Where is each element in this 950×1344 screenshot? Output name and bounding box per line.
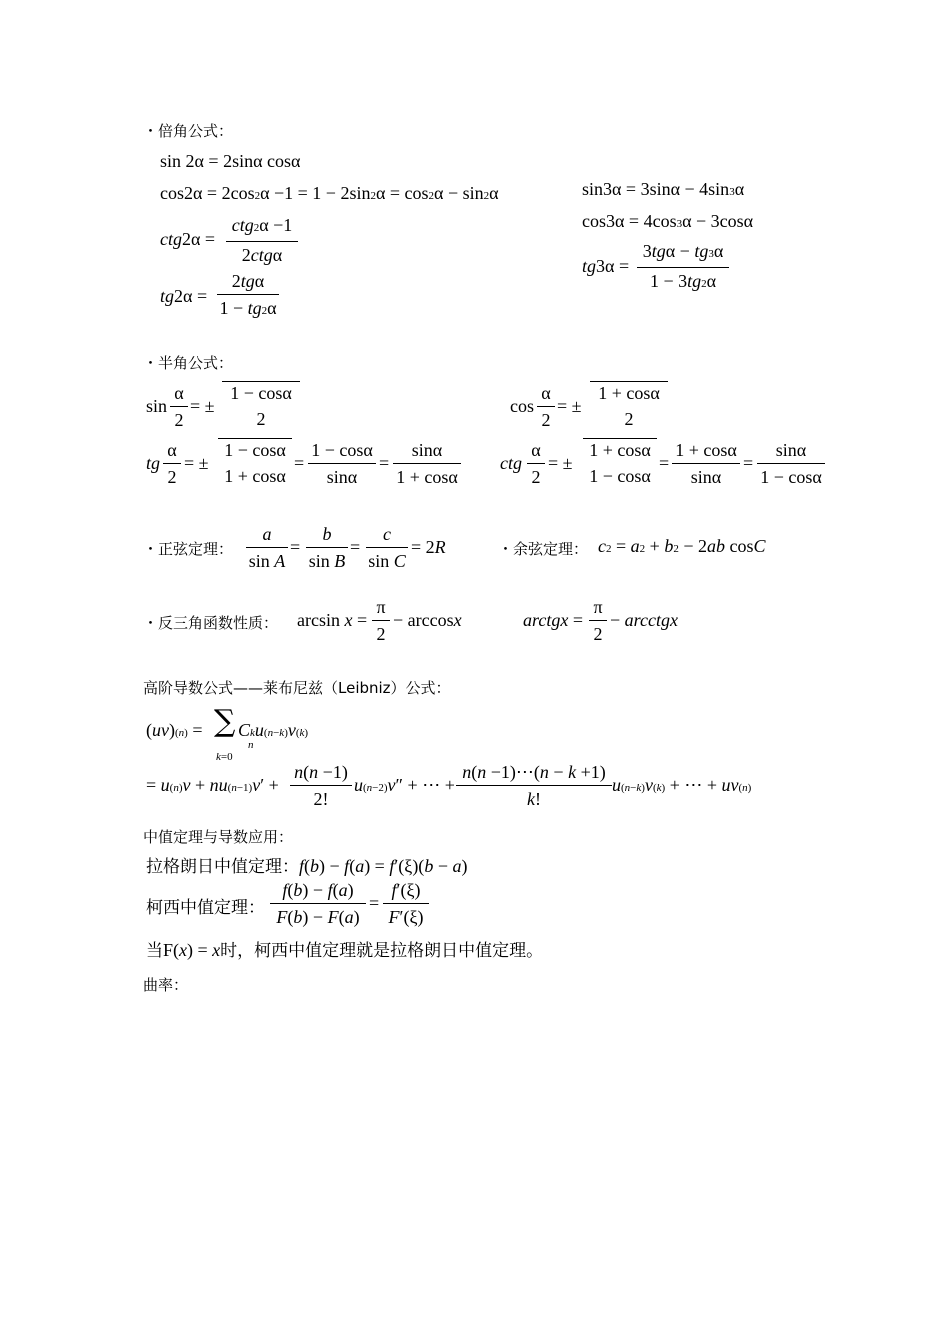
formula-tg-half-radicand: 1 − cosα 1 + cosα xyxy=(224,440,286,486)
formula-leibniz-frac1: n(n −1) 2! xyxy=(290,761,352,810)
formula-tg3a-lhs: tg3α = xyxy=(582,256,630,276)
formula-tg-half-lhs: tg xyxy=(146,453,161,473)
formula-tg2a-fraction: 2tgα 1 − tg2α xyxy=(217,270,279,322)
formula-ctg-half-eq: = ± xyxy=(548,453,573,473)
equals-sign: = xyxy=(659,453,670,473)
section-mean-value: 中值定理与导数应用： xyxy=(143,828,294,846)
formula-cos3a: cos3α = 4cos3α − 3cosα xyxy=(582,211,754,231)
formula-tg-half-frac3: sinα 1 + cosα xyxy=(393,439,461,488)
formula-tg-half-frac: α 2 xyxy=(163,439,181,488)
formula-tg3a-fraction: 3tgα − tg3α 1 − 3tg2α xyxy=(637,240,729,295)
note-math: F(x) = x xyxy=(163,940,221,960)
formula-sine-law-r: = 2R xyxy=(411,537,446,557)
formula-leibniz-line2c: u(n−k)v(k) + ⋯ + uv(n) xyxy=(612,775,752,795)
formula-ctg2a-lhs: ctg2α = xyxy=(160,229,216,249)
formula-arcsin-rhs: − arccosx xyxy=(393,610,462,630)
section-curvature: 曲率： xyxy=(143,976,189,994)
sigma-lower: k=0 xyxy=(216,751,233,763)
formula-sin3a: sin3α = 3sinα − 4sin3α xyxy=(582,179,745,199)
formula-ctg2a-fraction: ctg2α −1 2ctgα xyxy=(226,214,298,266)
formula-arctg-lhs: arctgx = xyxy=(523,610,583,630)
formula-sin-half-radicand: 1 − cosα 2 xyxy=(230,383,292,429)
section-half-angle: ・半角公式： xyxy=(143,354,234,372)
formula-arctg-rhs: − arcctgx xyxy=(610,610,678,630)
formula-tg-half-frac2: 1 − cosα sinα xyxy=(308,439,376,488)
formula-leibniz-frac2: n(n −1)⋯(n − k +1) k! xyxy=(456,761,612,810)
formula-ctg-half-lhs: ctg xyxy=(500,453,522,473)
formula-cos-half-eq: = ± xyxy=(557,396,582,416)
section-leibniz: 高阶导数公式——莱布尼兹（Leibniz）公式： xyxy=(143,679,451,697)
formula-sine-law-a: a sin A xyxy=(246,523,288,572)
formula-tg2a-lhs: tg2α = xyxy=(160,286,208,306)
note-prefix: 当 xyxy=(146,941,163,961)
formula-leibniz-line1: (uv)(n) = xyxy=(146,720,203,740)
formula-cos-half-radicand: 1 + cosα 2 xyxy=(598,383,660,429)
equals-sign: = xyxy=(743,453,754,473)
equals-sign: = xyxy=(379,453,390,473)
note-suffix: 时，柯西中值定理就是拉格朗日中值定理。 xyxy=(220,941,544,961)
cauchy-note xyxy=(146,936,543,961)
section-cosine-law: ・余弦定理： xyxy=(498,540,589,558)
formula-ctg-half-frac: α 2 xyxy=(527,439,545,488)
cauchy-frac2: f′(ξ) F′(ξ) xyxy=(383,879,429,928)
formula-ctg-half-radicand: 1 + cosα 1 − cosα xyxy=(589,440,651,486)
lagrange-line xyxy=(146,852,467,877)
formula-sine-law-c: c sin C xyxy=(366,523,408,572)
equals-sign: = xyxy=(369,893,380,913)
formula-cos2a: cos2α = 2cos2α −1 = 1 − 2sin2α = cos2α − sin2α xyxy=(160,183,499,203)
equals-sign: = xyxy=(294,453,305,473)
formula-leibniz-line2b: u(n−2)v″ + ⋯ + xyxy=(354,775,455,795)
formula-cos-half-frac: α 2 xyxy=(537,382,555,431)
section-inverse-trig: ・反三角函数性质： xyxy=(143,614,279,632)
formula-arcsin-lhs: arcsin x = xyxy=(297,610,368,630)
formula-tg-half-eq: = ± xyxy=(184,453,209,473)
sigma-symbol: ∑ xyxy=(214,704,236,739)
formula-cosine-law: c2 = a2 + b2 − 2ab cosC xyxy=(598,536,766,556)
formula-sine-law-b: b sin B xyxy=(306,523,348,572)
formula-ctg-half-frac3: sinα 1 − cosα xyxy=(757,439,825,488)
cauchy-label: 柯西中值定理： xyxy=(146,898,265,918)
formula-ctg-half-frac2: 1 + cosα sinα xyxy=(672,439,740,488)
formula-sin-half-eq: = ± xyxy=(190,396,215,416)
formula-sin2a: sin 2α = 2sinα cosα xyxy=(160,151,301,171)
formula-cos-half-lhs: cos xyxy=(510,396,534,416)
lagrange-label: 拉格朗日中值定理： xyxy=(146,857,299,877)
section-double-angle: ・倍角公式： xyxy=(143,122,234,140)
formula-arctg-frac: π 2 xyxy=(589,596,607,645)
formula-leibniz-line2a: = u(n)v + nu(n−1)v′ + xyxy=(146,775,279,795)
formula-sin-half-lhs: sin xyxy=(146,396,168,416)
section-sine-law: ・正弦定理： xyxy=(143,540,234,558)
equals-sign: = xyxy=(350,537,361,557)
formula-arcsin-frac: π 2 xyxy=(372,596,390,645)
lagrange-formula: f(b) − f(a) = f′(ξ)(b − a) xyxy=(299,856,468,876)
sigma-upper: n xyxy=(248,739,254,751)
formula-sin-half-frac: α 2 xyxy=(170,382,188,431)
equals-sign: = xyxy=(290,537,301,557)
formula-leibniz-term: Cku(n−k)v(k) xyxy=(238,720,309,740)
cauchy-frac1: f(b) − f(a) F(b) − F(a) xyxy=(270,879,366,928)
